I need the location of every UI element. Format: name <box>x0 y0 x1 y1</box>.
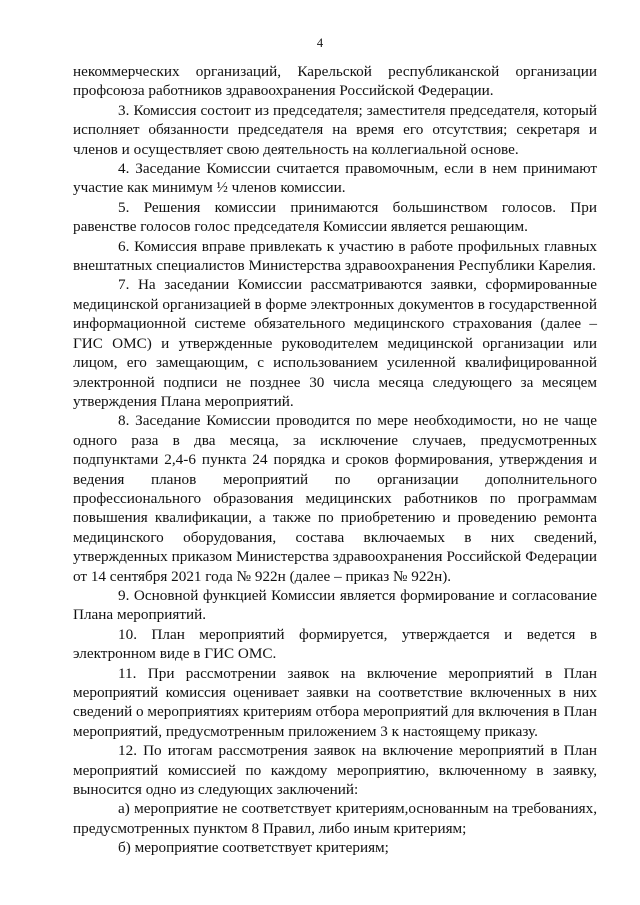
document-body <box>73 62 597 858</box>
paragraph-11: 11. При рассмотрении заявок на включение мероприятий в План мероприятий комиссия оценивает заявки на соответствие включенных в них сведений о мероприятиях критериям отбора мероприятий для включения в План мероприятий, предусмотренным приложением 3 к настоящему приказу. <box>73 664 597 740</box>
paragraph-9: 9. Основной функцией Комиссии является формирование и согласование Плана мероприятий. <box>73 586 597 624</box>
subitem-b: б) мероприятие соответствует критериям; <box>118 839 389 857</box>
paragraph-7: 7. На заседании Комиссии рассматриваются заявки, сформированные медицинской организацией в форме электронных документов в государственной информационной системе обязательного медицинского страхования (далее – ГИС ОМС) и утвержденные руководителем медицинской организации или лицом, его замещающим, с использованием усиленной квалифицированной электронной подписи не позднее 30 числа месяца следующего за месяцем утверждения Плана мероприятий. <box>73 276 597 410</box>
paragraph-4: 4. Заседание Комиссии считается правомочным, если в нем принимают участие как минимум ½ членов комиссии. <box>73 160 597 197</box>
paragraph-8: 8. Заседание Комиссии проводится по мере необходимости, но не чаще одного раза в два месяца, за исключение случаев, предусмотренных подпунктами 2,4-6 пункта 24 порядка и сроков формирования, утверждения и ведения планов мероприятий по организации дополнительного профессионального образования медицинских работников по программам повышения квалификации, а также по приобретению и проведению ремонта медицинского оборудования, состава включаемых в них сведений, утвержденных приказом Министерства здравоохранения Российской Федерации от 14 сентября 2021 года № 922н (далее – приказ № 922н). <box>73 412 597 585</box>
page-number: 4 <box>316 36 324 50</box>
paragraph-6: 6. Комиссия вправе привлекать к участию в работе профильных главных внештатных специалистов Министерства здравоохранения Республики Карелия. <box>73 237 597 275</box>
paragraph-3: 3. Комиссия состоит из председателя; заместителя председателя, который исполняет обязанности председателя на время его отсутствия; секретаря и членов и осуществляет свою деятельность на коллегиальной основе. <box>73 101 597 158</box>
subitem-a: а) мероприятие не соответствует критериям,основанным на требованиях, предусмотренных пунктом 8 Правил, либо иным критериям; <box>73 800 597 837</box>
paragraph-5: 5. Решения комиссии принимаются большинством голосов. При равенстве голосов голос председателя Комиссии является решающим. <box>73 198 597 236</box>
paragraph-12: 12. По итогам рассмотрения заявок на включение мероприятий в План мероприятий комиссией по каждому мероприятию, включенному в заявку, выносится одно из следующих заключений: <box>73 742 597 799</box>
paragraph-10: 10. План мероприятий формируется, утверждается и ведется в электронном виде в ГИС ОМС. <box>73 625 597 663</box>
paragraph-continuation: некоммерческих организаций, Карельской республиканской организации профсоюза работников здравоохранения Российской Федерации. <box>73 63 597 100</box>
